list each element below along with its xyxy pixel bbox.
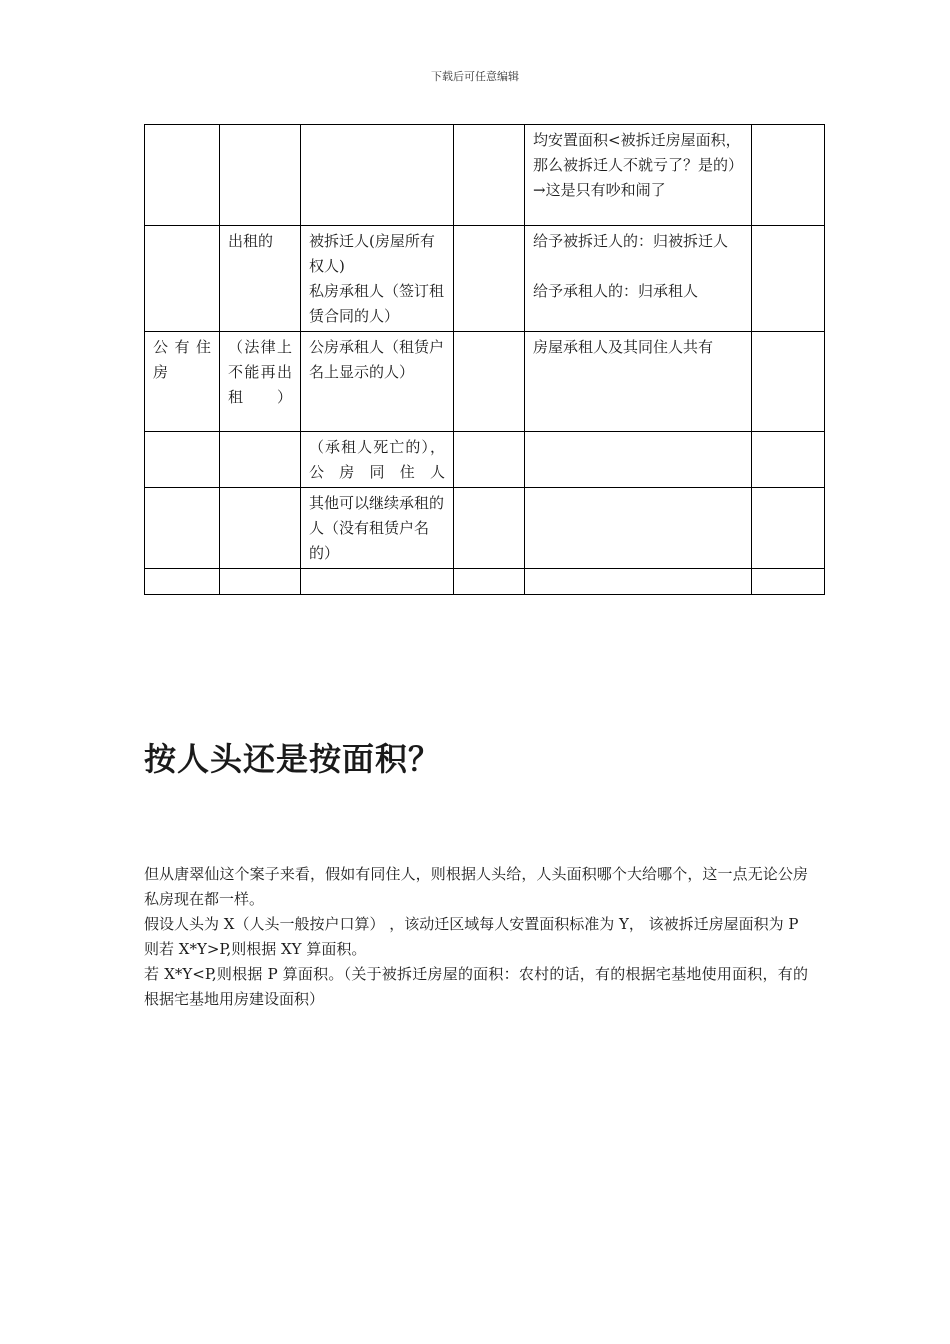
table-row: [145, 125, 825, 226]
table-cell: 公房承租人（租赁户名上显示的人）: [301, 332, 454, 432]
table-cell: [525, 432, 752, 488]
table-cell: [454, 332, 525, 432]
table-cell: [752, 226, 825, 332]
table-cell: [220, 125, 301, 226]
table-cell: [525, 226, 752, 332]
table-cell: 其他可以继续承租的人（没有租赁户名的）: [301, 488, 454, 569]
table-row: [145, 488, 825, 569]
relocation-table: [144, 124, 825, 595]
table-cell: [145, 432, 220, 488]
page-header: 下载后可任意编辑: [431, 70, 519, 83]
table-cell: [220, 488, 301, 569]
paragraph: 但从唐翠仙这个案子来看，假如有同住人，则根据人头给，人头面积哪个大给哪个，这一点无论公房私房现在都一样。: [144, 865, 808, 908]
table-cell: [145, 488, 220, 569]
table-cell: [752, 569, 825, 595]
section-body: [144, 862, 808, 1012]
table-cell: [752, 332, 825, 432]
table-cell: [301, 226, 454, 332]
table-cell: [301, 125, 454, 226]
table-cell: [145, 125, 220, 226]
cell-line: 给予承租人的：归承租人: [533, 282, 699, 300]
section-heading: 按人头还是按面积？: [144, 740, 442, 778]
table-cell: [454, 488, 525, 569]
table-cell: 公有住房: [145, 332, 220, 432]
table-cell: [525, 488, 752, 569]
cell-line: 私房承租人（签订租赁合同的人）: [309, 282, 445, 325]
table-cell: 房屋承租人及其同住人共有: [525, 332, 752, 432]
table-row: [145, 432, 825, 488]
table-cell: [454, 226, 525, 332]
table-cell: [454, 569, 525, 595]
cell-line: 给予被拆迁人的：归被拆迁人: [533, 232, 729, 250]
table-cell: （法律上不能再出租）: [220, 332, 301, 432]
table-cell: [525, 569, 752, 595]
table-cell: 出租的: [220, 226, 301, 332]
paragraph: 则若 X*Y>P,则根据 XY 算面积。: [144, 940, 367, 958]
table-cell: [145, 569, 220, 595]
paragraph: 若 X*Y<P,则根据 P 算面积。（关于被拆迁房屋的面积：农村的话，有的根据宅基地使用面积，有的根据宅基地用房建设面积）: [144, 965, 808, 1008]
table-cell: [454, 432, 525, 488]
table-cell: [752, 125, 825, 226]
table-cell: [220, 569, 301, 595]
table-cell: [220, 432, 301, 488]
table-cell: [301, 569, 454, 595]
table-cell: [145, 226, 220, 332]
cell-spacer: [533, 254, 743, 279]
table-row: [145, 569, 825, 595]
table-cell: 均安置面积<被拆迁房屋面积，那么被拆迁人不就亏了？是的）→这是只有吵和闹了: [525, 125, 752, 226]
paragraph: 假设人头为 X（人头一般按户口算） ，该动迁区域每人安置面积标准为 Y， 该被拆迁房屋面积为 P: [144, 915, 799, 933]
table-cell: [752, 488, 825, 569]
table-row: [145, 226, 825, 332]
table-cell: （承租人死亡的），公房同住人: [301, 432, 454, 488]
table-cell: [752, 432, 825, 488]
cell-line: 被拆迁人(房屋所有权人): [309, 232, 435, 275]
table-cell: [454, 125, 525, 226]
table-row: [145, 332, 825, 432]
